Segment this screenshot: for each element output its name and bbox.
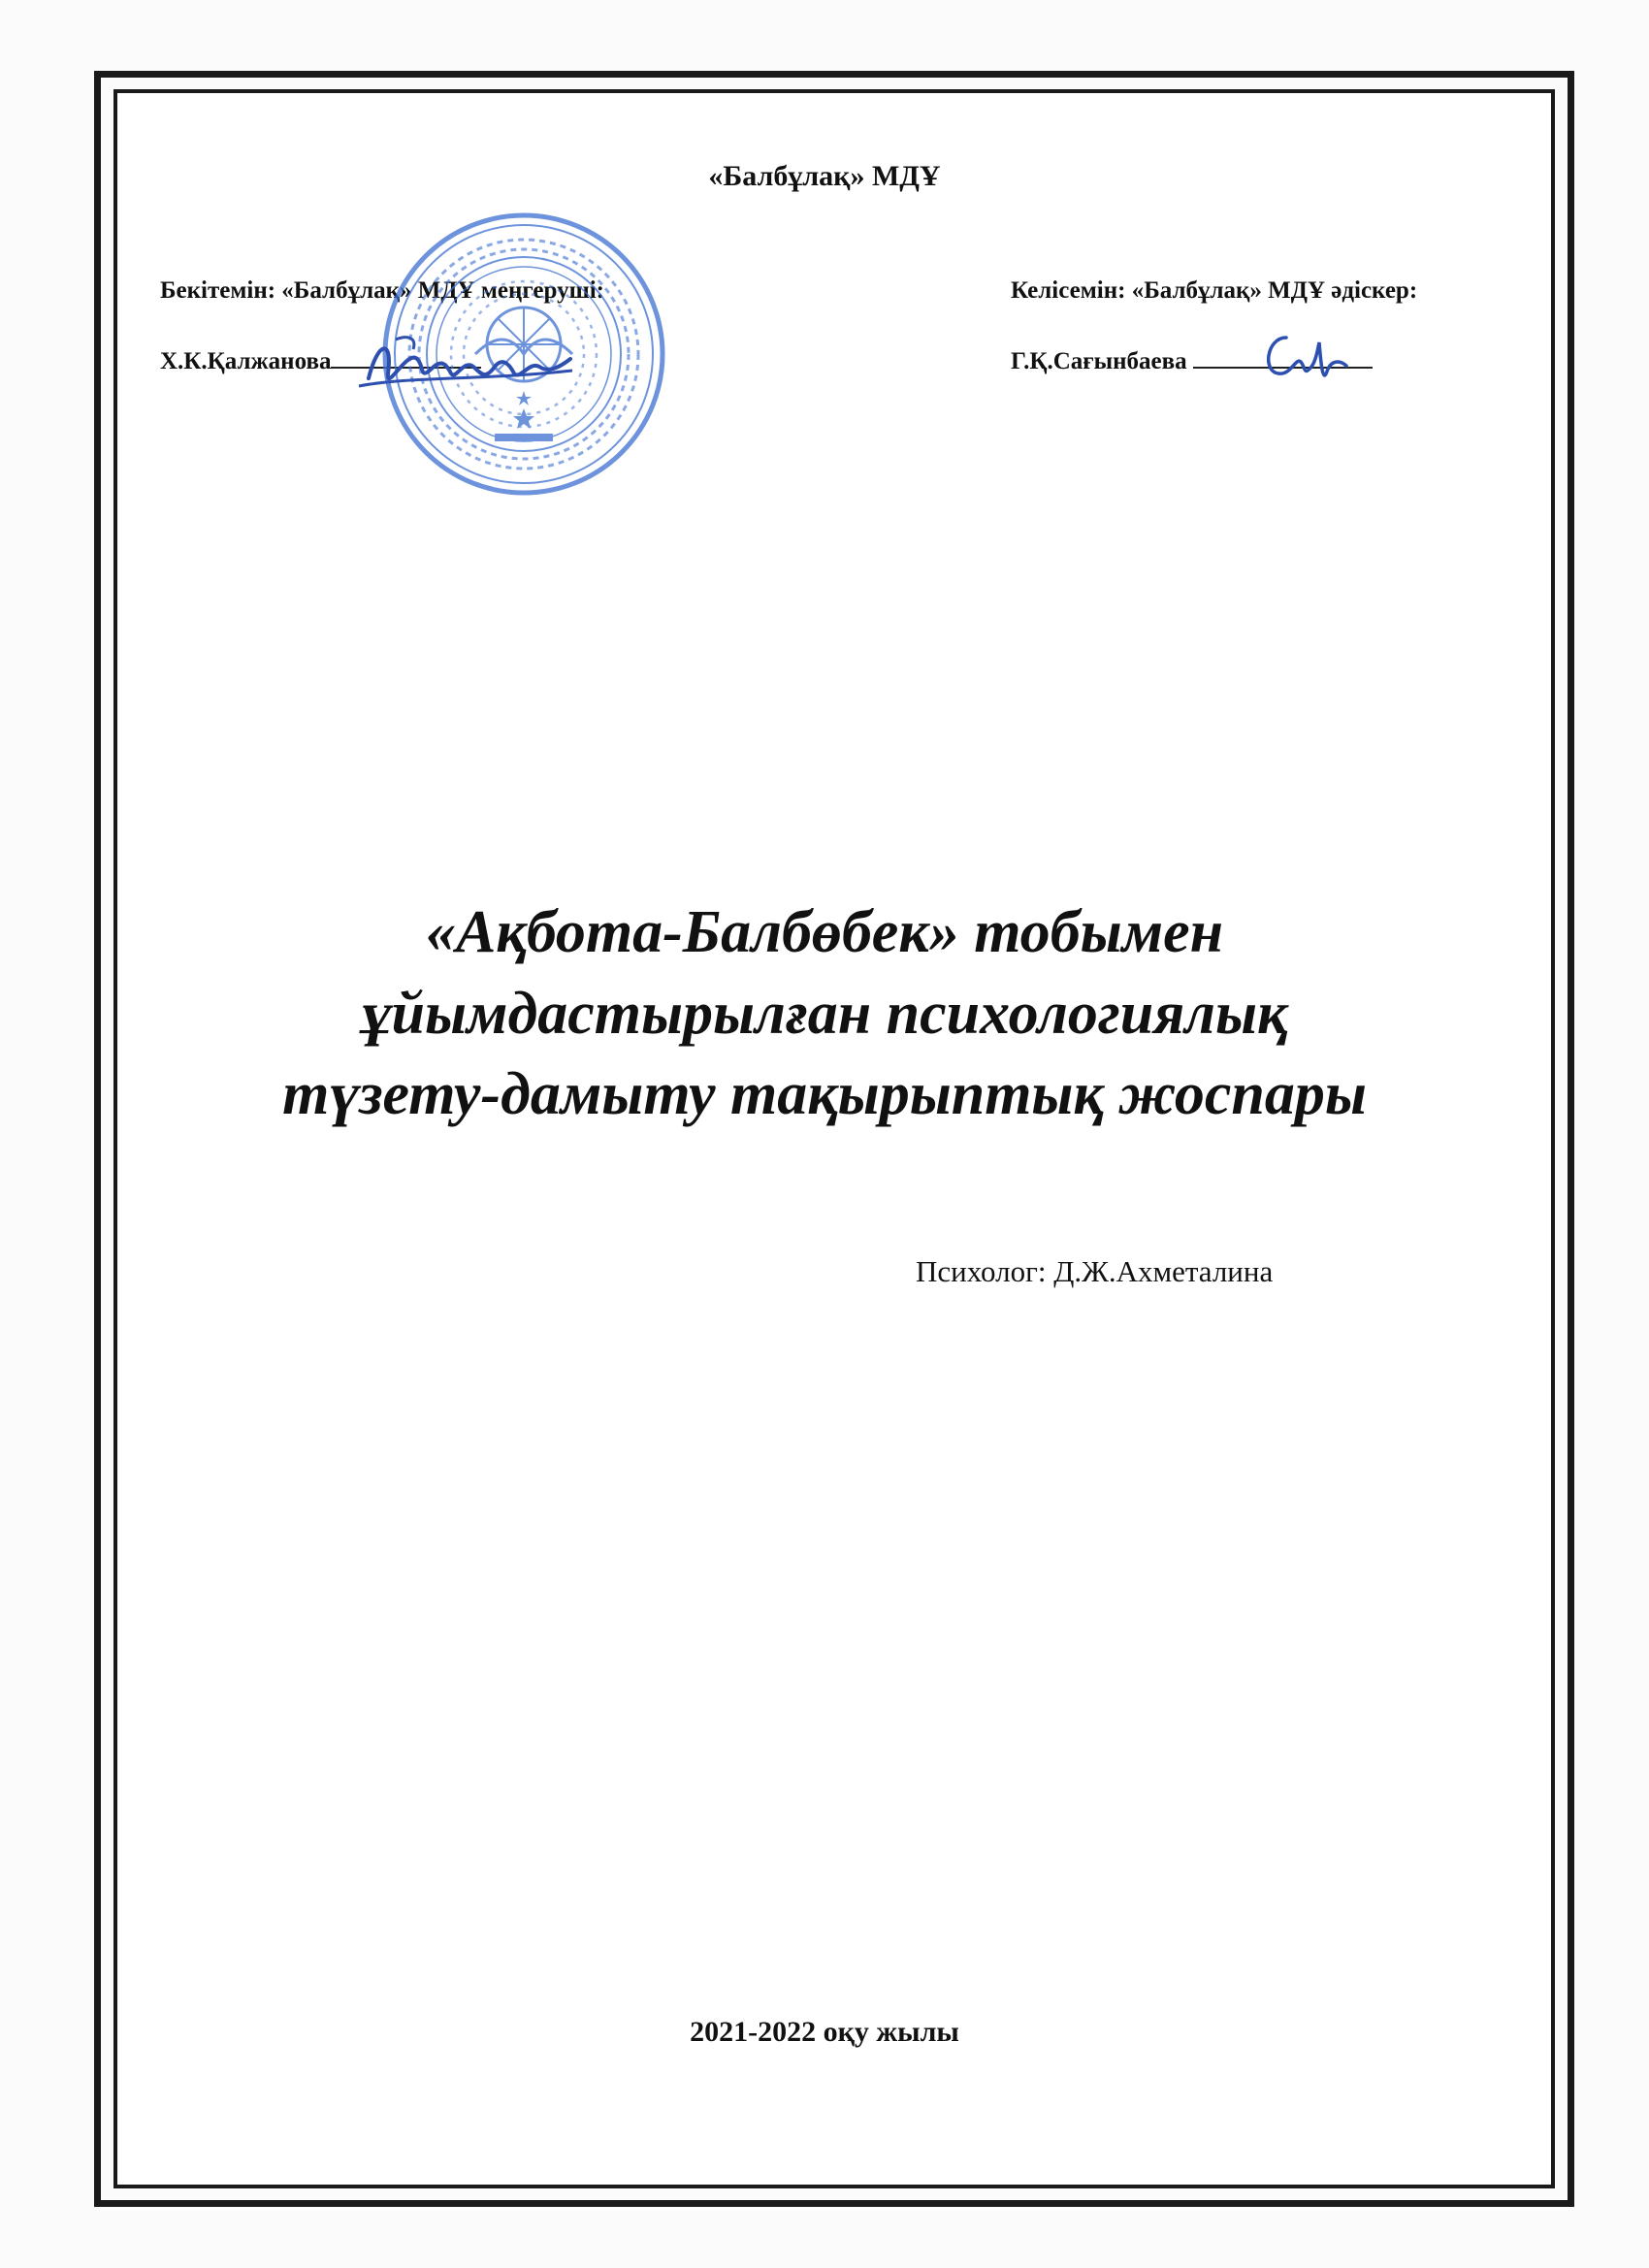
approval-name: Х.К.Қалжанова	[160, 348, 332, 374]
title-line-1: «Ақбота-Балбөбек» тобымен	[425, 899, 1224, 965]
organization-name: «Балбұлақ» МДҰ	[708, 160, 941, 192]
approval-label: Бекітемін: «Балбұлақ» МДҰ меңгеруші:	[160, 277, 604, 304]
inner-border	[113, 89, 1555, 2188]
academic-year: 2021-2022 оқу жылы	[690, 2016, 959, 2048]
title-line-3: түзету-дамыту тақырыптық жоспары	[282, 1061, 1367, 1128]
director-signature-icon	[349, 320, 582, 407]
agreement-name: Г.Қ.Сағынбаева	[1011, 348, 1187, 374]
title-line-2: ұйымдастырылған психологиялық	[361, 980, 1288, 1047]
document-title	[0, 892, 1649, 1136]
author-psychologist: Психолог: Д.Ж.Ахметалина	[916, 1254, 1274, 1288]
methodist-signature-icon	[1257, 323, 1354, 391]
agreement-block	[1011, 276, 1418, 374]
agreement-label: Келісемін: «Балбұлақ» МДҰ әдіскер:	[1011, 277, 1418, 304]
